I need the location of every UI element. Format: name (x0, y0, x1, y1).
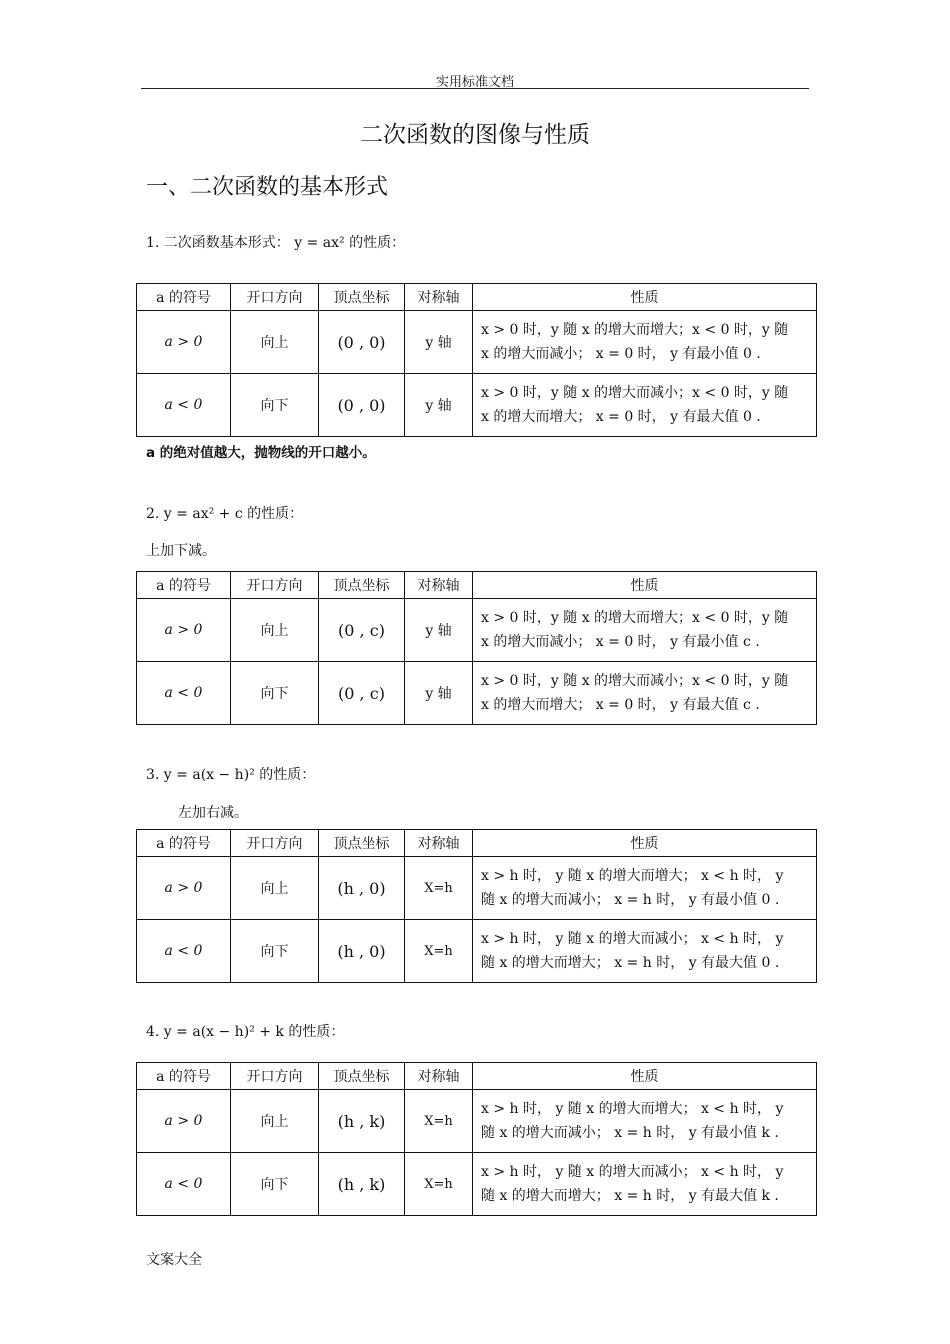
col-header-direction: 开口方向 (231, 284, 319, 311)
col-header-vertex: 顶点坐标 (319, 284, 405, 311)
col-header-vertex: 顶点坐标 (319, 830, 405, 857)
axis-cell: X=h (405, 857, 473, 920)
properties-cell (473, 1090, 817, 1153)
col-header-vertex: 顶点坐标 (319, 572, 405, 599)
properties-cell (473, 662, 817, 725)
axis-cell: X=h (405, 1090, 473, 1153)
sign-cell: a < 0 (137, 374, 231, 437)
properties-line-2: x 的增大而减小； x = 0 时， y 有最小值 c . (481, 634, 760, 650)
direction-cell: 向上 (231, 1090, 319, 1153)
table-row (137, 374, 817, 437)
properties-cell (473, 311, 817, 374)
col-header-properties: 性质 (473, 572, 817, 599)
subsection-4-heading: 4. y = a(x − h)² + k 的性质： (146, 1024, 345, 1040)
subsection-2-heading: 2. y = ax² + c 的性质： (146, 506, 304, 522)
sign-cell: a < 0 (137, 920, 231, 983)
direction-cell: 向下 (231, 1153, 319, 1216)
properties-line-1: x > h 时， y 随 x 的增大而减小； x < h 时， y (481, 931, 784, 947)
properties-line-1: x > h 时， y 随 x 的增大而增大； x < h 时， y (481, 868, 784, 884)
col-header-sign: a 的符号 (137, 284, 231, 311)
properties-table-1 (136, 283, 817, 437)
col-header-sign: a 的符号 (137, 572, 231, 599)
table-row (137, 1153, 817, 1216)
col-header-direction: 开口方向 (231, 1063, 319, 1090)
axis-cell: X=h (405, 920, 473, 983)
table-row (137, 662, 817, 725)
direction-cell: 向下 (231, 920, 319, 983)
properties-line-1: x > h 时， y 随 x 的增大而增大； x < h 时， y (481, 1101, 784, 1117)
direction-cell: 向下 (231, 374, 319, 437)
col-header-sign: a 的符号 (137, 1063, 231, 1090)
table-header-row (137, 284, 817, 311)
col-header-vertex: 顶点坐标 (319, 1063, 405, 1090)
axis-cell: y 轴 (405, 599, 473, 662)
col-header-sign: a 的符号 (137, 830, 231, 857)
table-row (137, 857, 817, 920)
properties-line-2: x 的增大而增大； x = 0 时， y 有最大值 0 . (481, 409, 761, 425)
properties-table-2 (136, 571, 817, 725)
axis-cell: y 轴 (405, 374, 473, 437)
table-row (137, 311, 817, 374)
properties-line-2: 随 x 的增大而减小； x = h 时， y 有最小值 0 . (481, 892, 780, 908)
vertex-cell: (0 , c) (319, 599, 405, 662)
properties-line-1: x > 0 时，y 随 x 的增大而增大；x < 0 时，y 随 (481, 610, 789, 626)
table-header-row (137, 572, 817, 599)
col-header-axis: 对称轴 (405, 284, 473, 311)
properties-line-1: x > 0 时，y 随 x 的增大而增大；x < 0 时，y 随 (481, 322, 789, 338)
properties-line-2: x 的增大而减小； x = 0 时， y 有最小值 0 . (481, 346, 761, 362)
sign-cell: a > 0 (137, 1090, 231, 1153)
sign-cell: a > 0 (137, 599, 231, 662)
subsection-1-heading: 1. 二次函数基本形式： y = ax² 的性质： (146, 235, 406, 251)
properties-line-1: x > 0 时，y 随 x 的增大而减小；x < 0 时，y 随 (481, 673, 789, 689)
properties-cell (473, 599, 817, 662)
properties-cell (473, 920, 817, 983)
shift-rule-text: 上加下减。 (146, 543, 216, 559)
table-row (137, 1090, 817, 1153)
sign-cell: a < 0 (137, 1153, 231, 1216)
axis-cell: X=h (405, 1153, 473, 1216)
properties-line-2: 随 x 的增大而增大； x = h 时， y 有最大值 k . (481, 1188, 779, 1204)
table-header-row (137, 830, 817, 857)
shift-rule-text: 左加右减。 (178, 805, 248, 821)
col-header-axis: 对称轴 (405, 1063, 473, 1090)
table-row (137, 599, 817, 662)
direction-cell: 向下 (231, 662, 319, 725)
abs-value-note: a 的绝对值越大，抛物线的开口越小。 (146, 445, 376, 461)
section-heading: 一、二次函数的基本形式 (146, 175, 389, 200)
col-header-properties: 性质 (473, 830, 817, 857)
col-header-axis: 对称轴 (405, 830, 473, 857)
col-header-direction: 开口方向 (231, 572, 319, 599)
properties-table-4 (136, 1062, 817, 1216)
properties-line-2: 随 x 的增大而增大； x = h 时， y 有最大值 0 . (481, 955, 780, 971)
direction-cell: 向上 (231, 857, 319, 920)
vertex-cell: (h , k) (319, 1090, 405, 1153)
page-title: 二次函数的图像与性质 (360, 122, 590, 148)
col-header-axis: 对称轴 (405, 572, 473, 599)
sign-cell: a < 0 (137, 662, 231, 725)
properties-table-3 (136, 829, 817, 983)
sign-cell: a > 0 (137, 857, 231, 920)
col-header-properties: 性质 (473, 284, 817, 311)
properties-cell (473, 857, 817, 920)
vertex-cell: (h , k) (319, 1153, 405, 1216)
direction-cell: 向上 (231, 599, 319, 662)
page-footer: 文案大全 (146, 1252, 202, 1268)
axis-cell: y 轴 (405, 311, 473, 374)
page-header: 实用标准文档 (435, 75, 514, 90)
properties-cell (473, 1153, 817, 1216)
col-header-properties: 性质 (473, 1063, 817, 1090)
properties-cell (473, 374, 817, 437)
table-header-row (137, 1063, 817, 1090)
vertex-cell: (0 , 0) (319, 311, 405, 374)
properties-line-1: x > h 时， y 随 x 的增大而减小； x < h 时， y (481, 1164, 784, 1180)
axis-cell: y 轴 (405, 662, 473, 725)
header-rule (141, 88, 809, 89)
direction-cell: 向上 (231, 311, 319, 374)
properties-line-1: x > 0 时，y 随 x 的增大而减小；x < 0 时，y 随 (481, 385, 789, 401)
properties-line-2: 随 x 的增大而减小； x = h 时， y 有最小值 k . (481, 1125, 779, 1141)
vertex-cell: (h , 0) (319, 920, 405, 983)
sign-cell: a > 0 (137, 311, 231, 374)
vertex-cell: (h , 0) (319, 857, 405, 920)
vertex-cell: (0 , 0) (319, 374, 405, 437)
table-row (137, 920, 817, 983)
vertex-cell: (0 , c) (319, 662, 405, 725)
subsection-3-heading: 3. y = a(x − h)² 的性质： (146, 767, 316, 783)
properties-line-2: x 的增大而增大； x = 0 时， y 有最大值 c . (481, 697, 760, 713)
col-header-direction: 开口方向 (231, 830, 319, 857)
